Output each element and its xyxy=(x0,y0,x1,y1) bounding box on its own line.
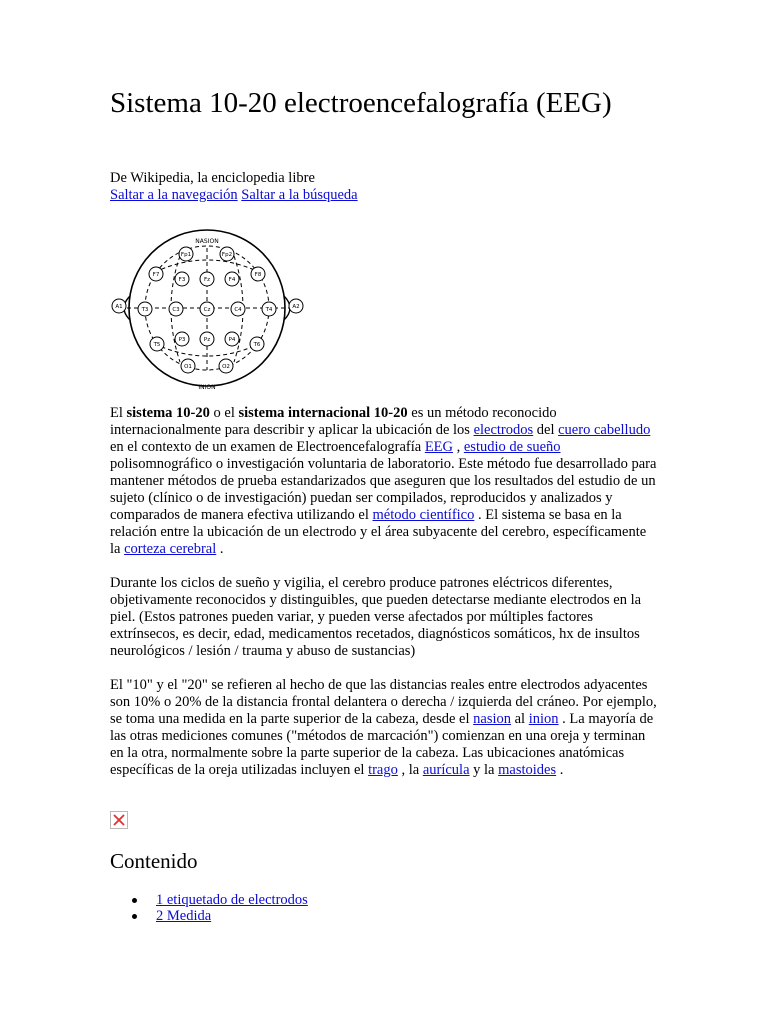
contents-heading: Contenido xyxy=(110,849,198,873)
intro-paragraph: El sistema 10-20 o el sistema internacional 10-20 es un método reconocido internacionalmente para describir y aplicar la ubicación de los electrodos del cuero cabelludo en el contexto de un examen de Electroencefalografía EEG , estudio de sueño polisomnográfico o investigación voluntaria de laboratorio. Este método fue desarrollado para mantener métodos de prueba estandarizados que aseguren que los resultados del estudio de un sujeto (clínico o de investigación) puedan ser compilados, reproducidos y analizados y comparados de manera efectiva utilizando el método científico . El sistema se basa en la relación entre la ubicación de un electrodo y el área subyacente del cerebro, específicamente la corteza cerebral . xyxy=(110,405,657,557)
electrode-c4 xyxy=(231,302,245,316)
electrode-fp1 xyxy=(179,247,193,261)
svg-text:F7: F7 xyxy=(152,272,160,278)
electrode-t5 xyxy=(150,337,164,351)
term-sistema-10-20: sistema 10-20 xyxy=(126,405,210,421)
svg-text:Fz: Fz xyxy=(203,277,211,283)
link-metodo-cientifico[interactable]: método científico xyxy=(372,507,475,523)
electrode-t6 xyxy=(250,337,264,351)
electrode-t3 xyxy=(138,302,152,316)
link-inion[interactable]: inion xyxy=(528,711,559,727)
svg-text:O2: O2 xyxy=(222,364,230,370)
link-trago[interactable]: trago xyxy=(368,762,398,778)
electrode-p3 xyxy=(175,332,189,346)
electrode-f7 xyxy=(149,267,163,281)
svg-text:Cz: Cz xyxy=(203,307,211,313)
svg-text:T5: T5 xyxy=(153,342,161,348)
toc-link-medida[interactable]: 2 Medida xyxy=(156,908,212,924)
svg-text:P3: P3 xyxy=(178,337,186,343)
svg-text:T4: T4 xyxy=(265,307,273,313)
bullet-icon xyxy=(132,898,137,903)
electrode-o1 xyxy=(181,359,195,373)
link-auricula[interactable]: aurícula xyxy=(422,762,470,778)
svg-text:A2: A2 xyxy=(292,304,300,310)
svg-text:C3: C3 xyxy=(172,307,180,313)
svg-text:T6: T6 xyxy=(253,342,261,348)
toc-item xyxy=(110,908,308,924)
link-nasion[interactable]: nasion xyxy=(473,711,511,727)
toc-item xyxy=(110,892,308,908)
svg-text:Fp2: Fp2 xyxy=(221,252,233,258)
svg-text:F8: F8 xyxy=(254,272,262,278)
svg-text:C4: C4 xyxy=(234,307,242,313)
electrode-a1 xyxy=(112,299,126,313)
electrode-cz xyxy=(200,302,214,316)
measurement-paragraph: El "10" y el "20" se refieren al hecho de que las distancias reales entre electrodos adyacentes son 10% o 20% de la distancia frontal delantera o derecha / izquierda del cráneo. Por ejemplo, se toma una medida en la parte superior de la cabeza, desde el nasion al inion . La mayoría de las otras mediciones comunes ("métodos de marcación") comienzan en una oreja y terminan en la otra, normalmente sobre la parte superior de la cabeza. Las ubicaciones anatómicas específicas de la oreja utilizadas incluyen el trago , la aurícula y la mastoides . xyxy=(110,677,657,778)
electrode-f4 xyxy=(225,272,239,286)
electrode-fz xyxy=(200,272,214,286)
svg-text:A1: A1 xyxy=(115,304,123,310)
electrode-fp2 xyxy=(220,247,234,261)
svg-text:Fp1: Fp1 xyxy=(180,252,192,258)
electrode-o2 xyxy=(219,359,233,373)
inion-label: INION xyxy=(198,384,216,391)
broken-image-icon xyxy=(110,811,128,829)
page-subtitle: De Wikipedia, la enciclopedia libre xyxy=(110,170,315,186)
link-cuero-cabelludo[interactable]: cuero cabelludo xyxy=(558,422,651,438)
electrode-a2 xyxy=(289,299,303,313)
link-eeg[interactable]: EEG xyxy=(424,439,453,455)
electrode-f3 xyxy=(175,272,189,286)
electrode-f8 xyxy=(251,267,265,281)
electrode-c3 xyxy=(169,302,183,316)
page-title: Sistema 10-20 electroencefalografía (EEG) xyxy=(110,87,612,119)
svg-text:Pz: Pz xyxy=(203,337,211,343)
toc-link-etiquetado[interactable]: 1 etiquetado de electrodos xyxy=(156,892,308,908)
electrode-t4 xyxy=(262,302,276,316)
svg-text:P4: P4 xyxy=(228,337,236,343)
link-corteza-cerebral[interactable]: corteza cerebral xyxy=(124,541,217,557)
svg-text:F4: F4 xyxy=(228,277,236,283)
link-electrodos[interactable]: electrodos xyxy=(473,422,534,438)
jump-to-navigation-link[interactable]: Saltar a la navegación xyxy=(110,187,238,203)
svg-text:F3: F3 xyxy=(178,277,186,283)
bullet-icon xyxy=(132,914,137,919)
sleep-paragraph: Durante los ciclos de sueño y vigilia, el cerebro produce patrones eléctricos diferentes, objetivamente reconocidos y distinguibles, que pueden detectarse mediante electrodos en la piel. (Estos patrones pueden variar, y pueden verse afectados por múltiples factores extrínsecos, es decir, edad, medicamentos recetados, diagnósticos somáticos, hx de insultos neurológicos / lesión / trauma y abuso de sustancias) xyxy=(110,575,642,659)
contents-list xyxy=(110,892,308,924)
electrode-pz xyxy=(200,332,214,346)
eeg-10-20-diagram xyxy=(110,226,310,394)
svg-text:T3: T3 xyxy=(141,307,149,313)
svg-text:O1: O1 xyxy=(184,364,192,370)
nasion-label: NASION xyxy=(195,238,219,245)
jump-links xyxy=(110,187,358,204)
link-estudio-de-sueno[interactable]: estudio de sueño xyxy=(463,439,561,455)
jump-to-search-link[interactable]: Saltar a la búsqueda xyxy=(241,187,358,203)
term-sistema-internacional: sistema internacional 10-20 xyxy=(238,405,408,421)
link-mastoides[interactable]: mastoides xyxy=(498,762,557,778)
electrode-p4 xyxy=(225,332,239,346)
